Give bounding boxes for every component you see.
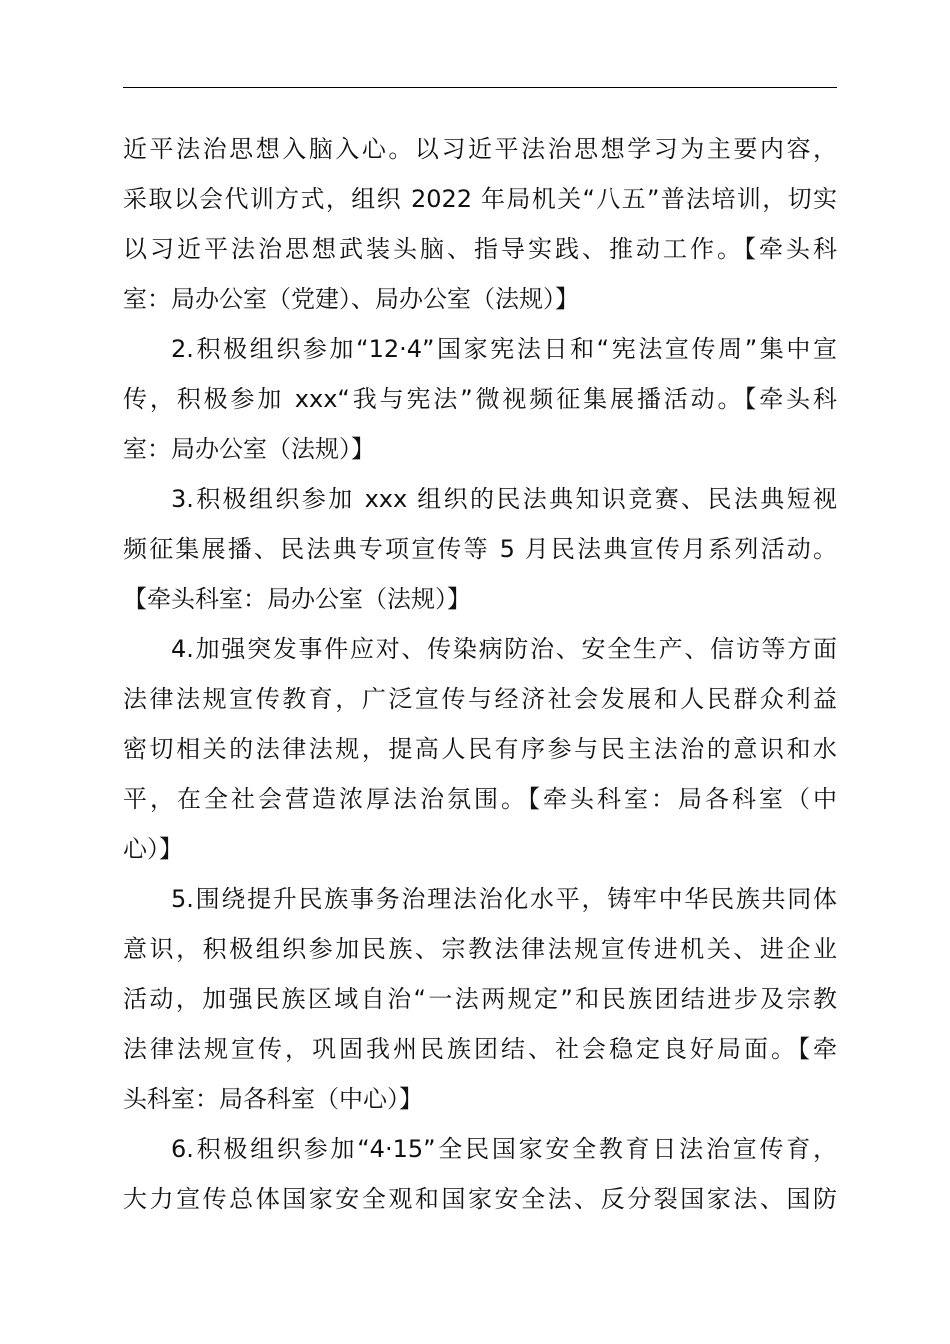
text-line: 法律法规宣传教育，广泛宣传与经济社会发展和人民群众利益 [123, 685, 837, 713]
text-line: 密切相关的法律法规，提高人民有序参与民主法治的意识和水 [123, 735, 837, 763]
paragraph-2-start: 2.积极组织参加“12·4”国家宪法日和“宪法宣传周”集中宣 [171, 335, 837, 363]
text-line: 活动，加强民族区域自治“一法两规定”和民族团结进步及宗教 [123, 985, 837, 1013]
text-line: 心）】 [123, 835, 183, 863]
header-rule [123, 87, 837, 88]
text-line: 近平法治思想入脑入心。以习近平法治思想学习为主要内容， [123, 135, 837, 163]
body-text [123, 124, 837, 1224]
text-line: 以习近平法治思想武装头脑、指导实践、推动工作。【牵头科 [123, 235, 837, 263]
text-line: 采取以会代训方式，组织 2022 年局机关“八五”普法培训，切实 [123, 185, 837, 213]
paragraph-5-start: 5.围绕提升民族事务治理法治化水平，铸牢中华民族共同体 [171, 885, 837, 913]
paragraph-4-start: 4.加强突发事件应对、传染病防治、安全生产、信访等方面 [171, 635, 837, 663]
text-line: 室：局办公室（法规）】 [123, 435, 375, 463]
text-line: 传，积极参加 xxx“我与宪法”微视频征集展播活动。【牵头科 [123, 385, 837, 413]
text-line: 法律法规宣传，巩固我州民族团结、社会稳定良好局面。【牵 [123, 1035, 837, 1063]
text-line: 大力宣传总体国家安全观和国家安全法、反分裂国家法、国防 [123, 1185, 837, 1213]
text-line: 平，在全社会营造浓厚法治氛围。【牵头科室：局各科室（中 [123, 785, 837, 813]
text-line: 【牵头科室：局办公室（法规）】 [123, 585, 471, 613]
text-line: 头科室：局各科室（中心）】 [123, 1085, 423, 1113]
paragraph-6-start: 6.积极组织参加“4·15”全民国家安全教育日法治宣传育， [171, 1135, 837, 1163]
paragraph-3-start: 3.积极组织参加 xxx 组织的民法典知识竞赛、民法典短视 [171, 485, 837, 513]
text-line: 意识，积极组织参加民族、宗教法律法规宣传进机关、进企业 [123, 935, 837, 963]
text-line: 室：局办公室（党建）、局办公室（法规）】 [123, 285, 579, 313]
text-line: 频征集展播、民法典专项宣传等 5 月民法典宣传月系列活动。 [123, 535, 837, 563]
